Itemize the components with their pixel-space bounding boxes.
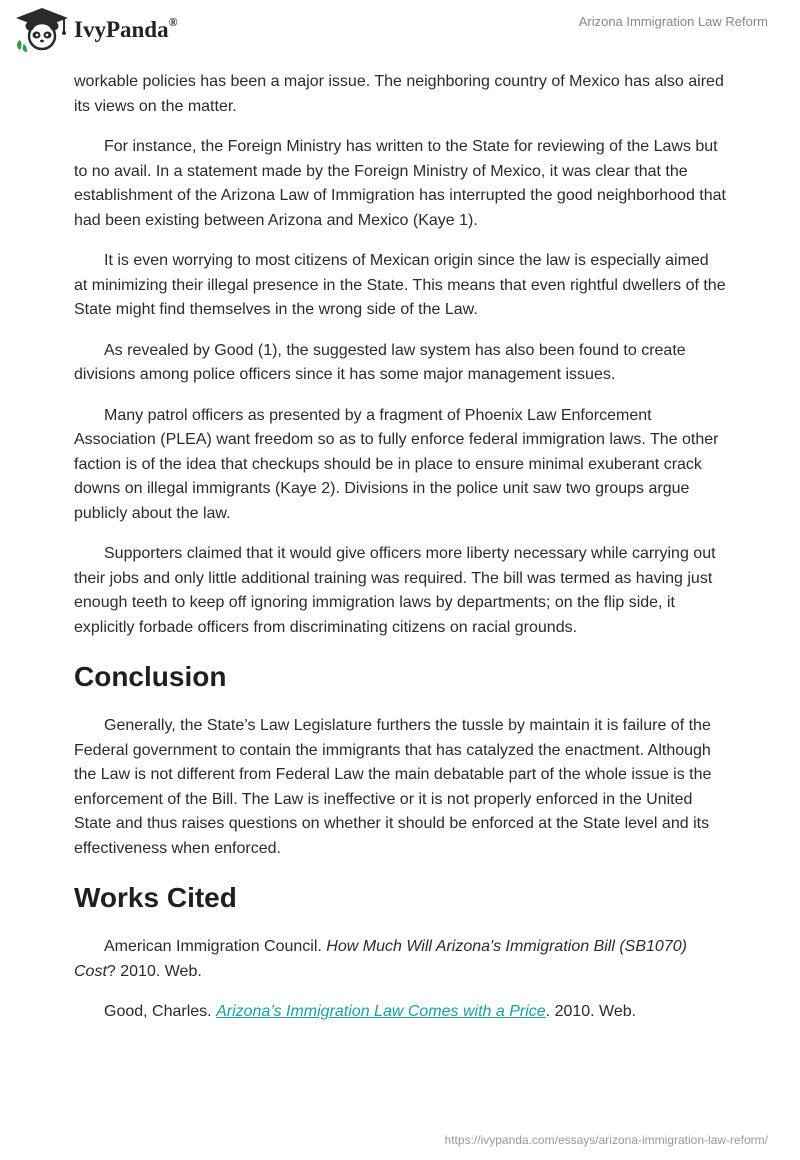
- paragraph: Many patrol officers as presented by a fragment of Phoenix Law Enforcement Association (PLEA) want freedom so as to fully enforce federal immigration laws. The other faction is of the idea that checkups should be in place to ensure minimal exuberant crack downs on illegal immigrants (Kaye 2). Divisions in the police unit saw two groups argue publicly about the law.: [74, 406, 719, 522]
- citation-suffix: . 2010. Web.: [545, 1003, 637, 1020]
- paragraph: workable policies has been a major issue. The neighboring country of Mexico has also aired its views on the matter.: [74, 73, 724, 115]
- paragraph: As revealed by Good (1), the suggested law system has also been found to create divisions among police officers since it has some major management issues.: [74, 341, 686, 383]
- paragraph: It is even worrying to most citizens of Mexican origin since the law is especially aimed at minimizing their illegal presence in the State. This means that even rightful dwellers of the State might find themselves in the wrong side of the Law.: [74, 252, 726, 318]
- citation-author: Good, Charles.: [104, 1003, 217, 1020]
- page-header: [0, 0, 800, 68]
- conclusion-paragraph: Generally, the State’s Law Legislature furthers the tussle by maintain it is failure of the Federal government to contain the immigrants that has catalyzed the enactment. Although the Law is not different from Federal Law the main debatable part of the whole issue is the enforcement of the Bill. The Law is ineffective or it is not properly enforced in the United State and thus raises questions on whether it should be enforced at the State level and its effectiveness when enforced.: [74, 717, 712, 857]
- citation-link[interactable]: Arizona’s Immigration Law Comes with a Price: [216, 1003, 546, 1020]
- paragraph: Supporters claimed that it would give officers more liberty necessary while carrying out their jobs and only little additional training was required. The bill was termed as having just enough teeth to keep off ignoring immigration laws by departments; on the flip side, it explicitly forbade officers from discriminating citizens on racial grounds.: [74, 545, 716, 636]
- brand-name: IvyPanda®: [74, 15, 178, 42]
- citation-entry: [74, 935, 726, 984]
- footer-url: https://ivypanda.com/essays/arizona-immigration-law-reform/: [444, 1133, 768, 1147]
- essay-body: [74, 70, 726, 1041]
- ivypanda-logo[interactable]: [14, 6, 178, 52]
- citation-entry: [74, 1000, 726, 1025]
- paragraph: For instance, the Foreign Ministry has written to the State for reviewing of the Laws but to no avail. In a statement made by the Foreign Ministry of Mexico, it was clear that the establishment of the Arizona Law of Immigration has interrupted the good neighborhood that had been existing between Arizona and Mexico (Kaye 1).: [74, 138, 726, 229]
- conclusion-heading: Conclusion: [74, 661, 227, 692]
- panda-graduate-logo-icon: [14, 6, 70, 52]
- citation-title: How Much Will Arizona's Immigration Bill (SB1070) Cost: [74, 938, 687, 980]
- citation-author: American Immigration Council.: [104, 938, 327, 955]
- works-cited-heading: Works Cited: [74, 882, 237, 913]
- citation-suffix: ? 2010. Web.: [106, 962, 202, 980]
- document-title: Arizona Immigration Law Reform: [578, 14, 768, 29]
